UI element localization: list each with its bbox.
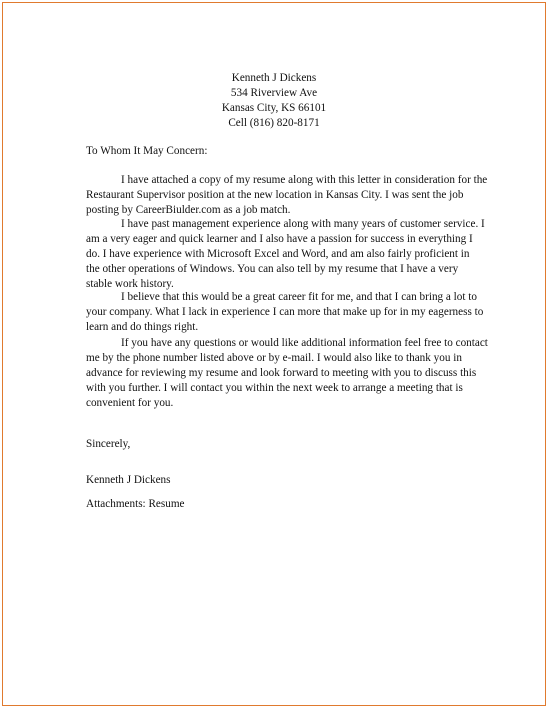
paragraph-1 — [86, 173, 488, 218]
attachments-line: Attachments: Resume — [86, 498, 185, 510]
letter-page — [2, 2, 546, 706]
paragraph-line: posting by CareerBiulder.com as a job match. — [86, 204, 291, 216]
salutation: To Whom It May Concern: — [86, 145, 208, 157]
sender-address-block — [3, 71, 545, 131]
paragraph-line: the other operations of Windows. You can also tell by my resume that I have a very — [86, 263, 459, 275]
paragraph-line: Restaurant Supervisor position at the new location in Kansas City. I was sent the job — [86, 189, 464, 201]
paragraph-line: with you further. I will contact you within the next week to arrange a meeting that is — [86, 382, 463, 394]
sender-phone: Cell (816) 820-8171 — [228, 117, 320, 129]
paragraph-line: am a very eager and quick learner and I also have a passion for success in everything I — [86, 233, 473, 245]
sender-street: 534 Riverview Ave — [230, 87, 318, 99]
paragraph-line: If you have any questions or would like additional information feel free to contact — [121, 337, 488, 349]
paragraph-line: I have past management experience along with many years of customer service. I — [121, 218, 485, 230]
paragraph-line: stable work history. — [86, 278, 174, 290]
sender-city-state-zip: Kansas City, KS 66101 — [221, 102, 327, 114]
paragraph-4 — [86, 336, 488, 411]
closing: Sincerely, — [86, 438, 131, 450]
paragraph-line: I believe that this would be a great career fit for me, and that I can bring a lot to — [121, 291, 477, 303]
paragraph-2 — [86, 217, 485, 292]
signature-name: Kenneth J Dickens — [86, 474, 171, 486]
paragraph-line: do. I have experience with Microsoft Excel and Word, and am also fairly proficient in — [86, 248, 470, 260]
paragraph-line: convenient for you. — [86, 397, 174, 409]
paragraph-line: learn and do things right. — [86, 321, 199, 333]
paragraph-line: your company. What I lack in experience I can more that make up for in my eagerness to — [86, 306, 484, 318]
paragraph-3 — [86, 290, 484, 335]
paragraph-line: I have attached a copy of my resume along with this letter in consideration for the — [121, 174, 488, 186]
sender-name: Kenneth J Dickens — [231, 72, 317, 84]
paragraph-line: advance for reviewing my resume and look forward to meeting with you to discuss this — [86, 367, 477, 379]
paragraph-line: me by the phone number listed above or by e-mail. I would also like to thank you in — [86, 352, 462, 364]
